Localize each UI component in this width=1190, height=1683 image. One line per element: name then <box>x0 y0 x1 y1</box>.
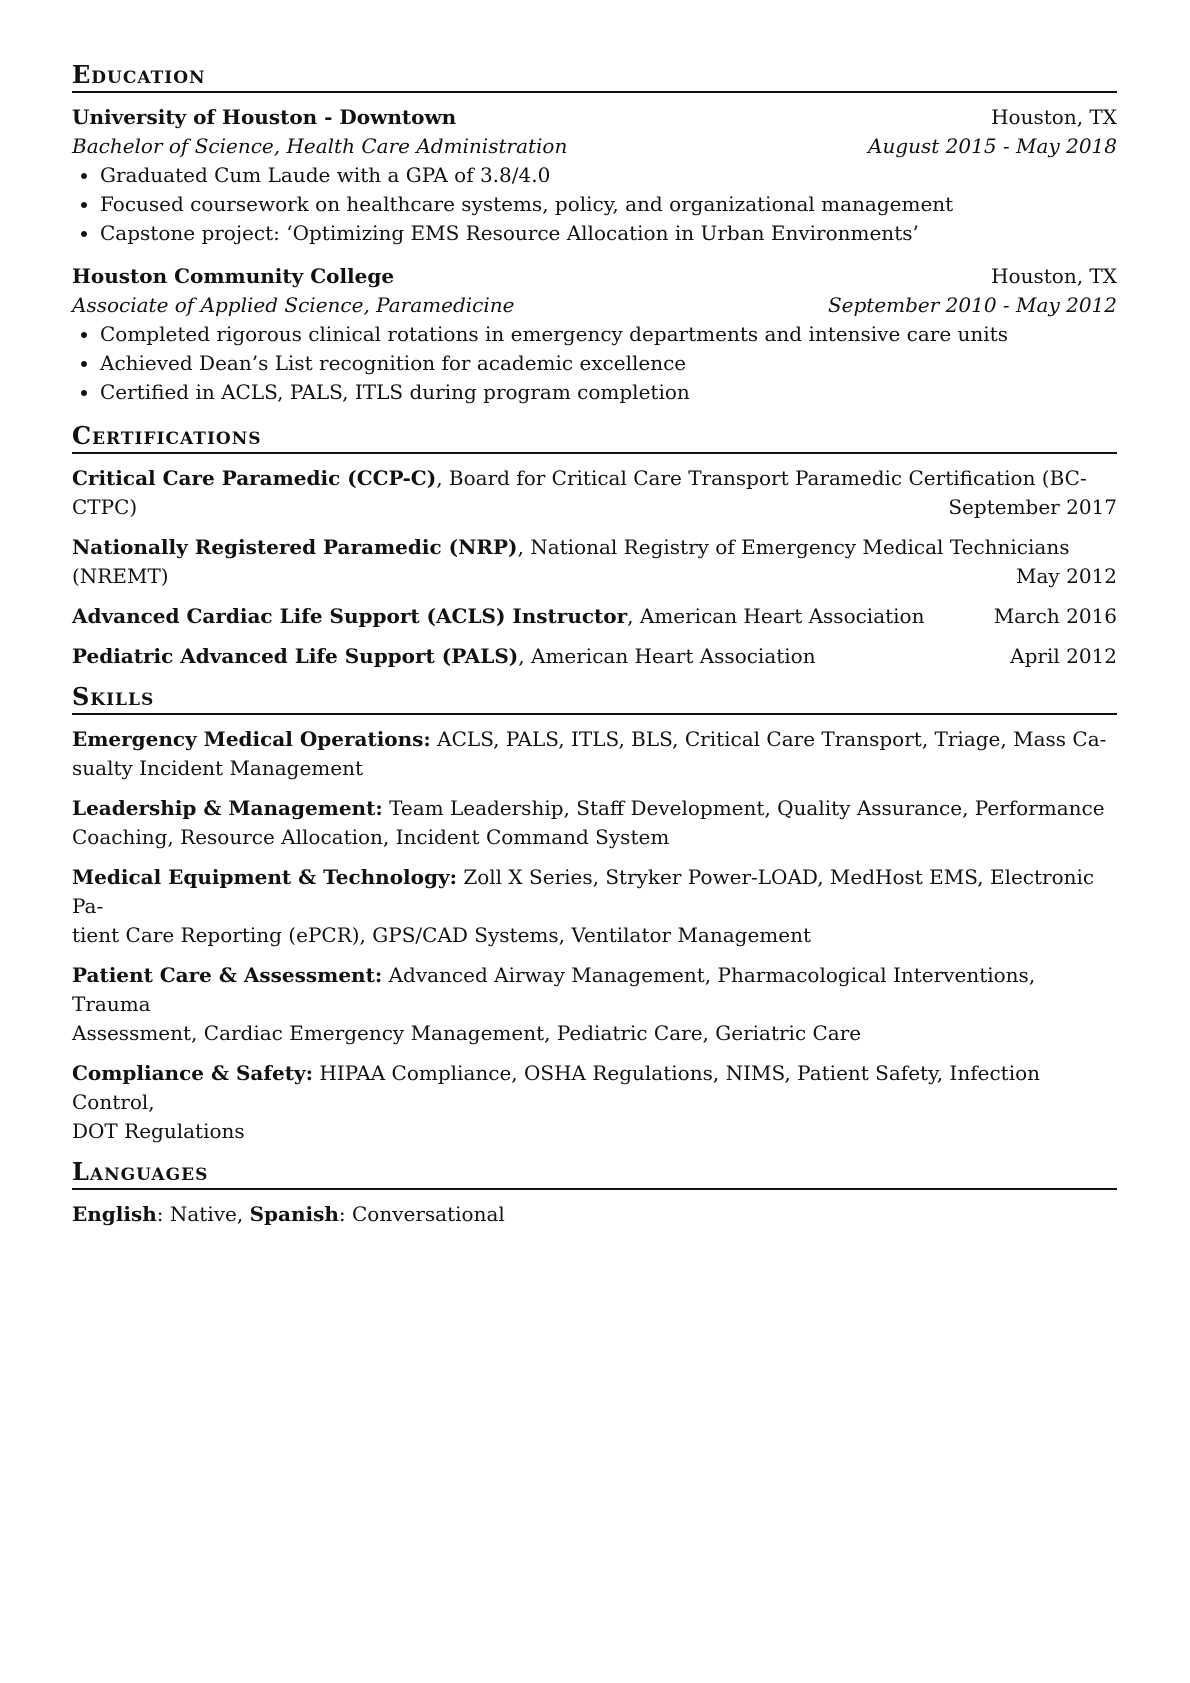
skills-heading: Skills <box>72 682 1117 715</box>
certifications-heading: Certifications <box>72 421 1117 454</box>
skill-label: Patient Care & Assessment: <box>72 963 383 987</box>
list-item: • Certified in ACLS, PALS, ITLS during program completion <box>100 378 1117 407</box>
skill-list-cont: sualty Incident Management <box>72 756 364 780</box>
languages-line <box>72 1200 1117 1229</box>
list-item: • Completed rigorous clinical rotations in emergency departments and intensive care units <box>100 320 1117 349</box>
skill-list-cont: tient Care Reporting (ePCR), GPS/CAD Systems, Ventilator Management <box>72 923 812 947</box>
certification-issuer: , American Heart Association <box>627 604 925 628</box>
certification-entry <box>72 464 1117 522</box>
skill-group <box>72 863 1117 950</box>
skill-list: HIPAA Compliance, OSHA Regulations, NIMS, Patient Safety, Infection Control, <box>72 1061 1041 1114</box>
list-item: • Capstone project: ‘Optimizing EMS Resource Allocation in Urban Environments’ <box>100 219 1117 248</box>
education-entry <box>72 103 1117 248</box>
certifications-section <box>72 421 1117 671</box>
skill-group <box>72 794 1117 852</box>
skill-list-cont: DOT Regulations <box>72 1119 245 1143</box>
skill-group <box>72 1059 1117 1146</box>
resume-page <box>72 60 1117 1237</box>
certification-date: April 2012 <box>1010 644 1117 668</box>
skills-section <box>72 682 1117 1146</box>
education-dates: September 2010 - May 2012 <box>827 293 1117 317</box>
list-item: • Focused coursework on healthcare systems, policy, and organizational management <box>100 190 1117 219</box>
languages-heading: Languages <box>72 1157 1117 1190</box>
certification-date: May 2012 <box>1016 564 1117 588</box>
certification-name: Pediatric Advanced Life Support (PALS) <box>72 644 519 668</box>
education-dates: August 2015 - May 2018 <box>868 134 1117 158</box>
school-name: Houston Community College <box>72 264 395 288</box>
skill-label: Leadership & Management: <box>72 796 383 820</box>
skill-list: ACLS, PALS, ITLS, BLS, Critical Care Transport, Triage, Mass Ca- <box>430 727 1107 751</box>
education-section <box>72 60 1117 407</box>
list-item: • Graduated Cum Laude with a GPA of 3.8/4.0 <box>100 161 1117 190</box>
skill-group <box>72 725 1117 783</box>
education-entry <box>72 262 1117 407</box>
certification-entry <box>72 642 1117 671</box>
education-heading: Education <box>72 60 1117 93</box>
certification-entry <box>72 602 1117 631</box>
certification-name: Nationally Registered Paramedic (NRP) <box>72 535 518 559</box>
certification-name: Critical Care Paramedic (CCP-C) <box>72 466 437 490</box>
school-name: University of Houston - Downtown <box>72 105 457 129</box>
language-level: : Conversational <box>338 1202 505 1226</box>
education-bullets <box>72 320 1117 407</box>
degree: Associate of Applied Science, Paramedicine <box>72 293 515 317</box>
school-location: Houston, TX <box>991 105 1117 129</box>
skill-list-cont: Coaching, Resource Allocation, Incident Command System <box>72 825 670 849</box>
skill-group <box>72 961 1117 1048</box>
certification-entry <box>72 533 1117 591</box>
skill-label: Emergency Medical Operations: <box>72 727 431 751</box>
certification-issuer-cont: (NREMT) <box>72 564 169 588</box>
list-item: • Achieved Dean’s List recognition for academic excellence <box>100 349 1117 378</box>
certification-issuer: , Board for Critical Care Transport Paramedic Certification (BC- <box>436 466 1087 490</box>
languages-section <box>72 1157 1117 1229</box>
skill-list: Team Leadership, Staff Development, Quality Assurance, Performance <box>382 796 1105 820</box>
skill-list: Zoll X Series, Stryker Power-LOAD, MedHost EMS, Electronic Pa- <box>72 865 1095 918</box>
certification-date: September 2017 <box>948 495 1117 519</box>
language-name: English <box>72 1202 157 1226</box>
language-level: : Native, <box>156 1202 250 1226</box>
skill-label: Medical Equipment & Technology: <box>72 865 457 889</box>
certification-issuer: , National Registry of Emergency Medical Technicians <box>517 535 1070 559</box>
school-location: Houston, TX <box>991 264 1117 288</box>
certification-issuer-cont: CTPC) <box>72 495 138 519</box>
skill-list: Advanced Airway Management, Pharmacological Interventions, Trauma <box>72 963 1036 1016</box>
certification-issuer: , American Heart Association <box>518 644 816 668</box>
education-bullets <box>72 161 1117 248</box>
language-name: Spanish <box>249 1202 339 1226</box>
degree: Bachelor of Science, Health Care Administration <box>72 134 568 158</box>
skill-label: Compliance & Safety: <box>72 1061 313 1085</box>
certification-date: March 2016 <box>993 604 1117 628</box>
skill-list-cont: Assessment, Cardiac Emergency Management, Pediatric Care, Geriatric Care <box>72 1021 862 1045</box>
certification-name: Advanced Cardiac Life Support (ACLS) Instructor <box>72 604 628 628</box>
